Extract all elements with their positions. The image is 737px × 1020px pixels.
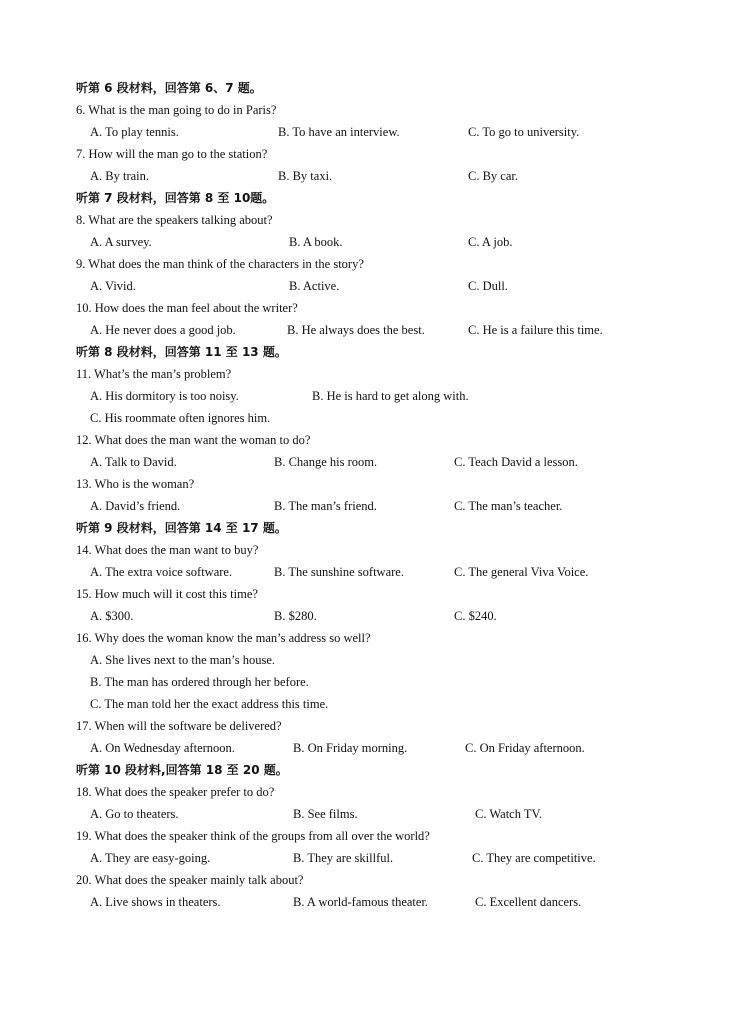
answer-option: C. By car. [468, 169, 518, 183]
answer-option: A. Talk to David. [90, 455, 177, 469]
answer-option: C. $240. [454, 609, 497, 623]
answer-option: B. A book. [289, 235, 343, 249]
section-heading: 听第 6 段材料，回答第 6、7 题。 [76, 81, 262, 95]
answer-option: A. They are easy-going. [90, 851, 211, 865]
answer-option: A. He never does a good job. [90, 323, 236, 337]
question-text: 14. What does the man want to buy? [76, 543, 259, 557]
question-text: 20. What does the speaker mainly talk about? [76, 873, 304, 887]
answer-option: C. The man told her the exact address this time. [90, 697, 329, 711]
answer-option: C. The general Viva Voice. [454, 565, 589, 579]
answer-option: A. A survey. [90, 235, 152, 249]
answer-option: C. The man’s teacher. [454, 499, 563, 513]
answer-option: C. They are competitive. [472, 851, 596, 865]
answer-option: C. His roommate often ignores him. [90, 411, 271, 425]
question-text: 8. What are the speakers talking about? [76, 213, 273, 227]
answer-option: A. Live shows in theaters. [90, 895, 221, 909]
answer-option: B. They are skillful. [293, 851, 394, 865]
answer-option: B. See films. [293, 807, 358, 821]
answer-option: B. Active. [289, 279, 340, 293]
answer-option: C. On Friday afternoon. [465, 741, 585, 755]
question-text: 15. How much will it cost this time? [76, 587, 258, 601]
answer-option: A. $300. [90, 609, 134, 623]
answer-option: C. Dull. [468, 279, 508, 293]
answer-option: A. She lives next to the man’s house. [90, 653, 276, 667]
question-text: 16. Why does the woman know the man’s address so well? [76, 631, 371, 645]
question-text: 17. When will the software be delivered? [76, 719, 282, 733]
question-text: 12. What does the man want the woman to do? [76, 433, 311, 447]
answer-option: B. He always does the best. [287, 323, 425, 337]
answer-option: A. Go to theaters. [90, 807, 179, 821]
question-text: 11. What’s the man’s problem? [76, 367, 232, 381]
answer-option: B. By taxi. [278, 169, 333, 183]
answer-option: A. To play tennis. [90, 125, 179, 139]
answer-option: B. To have an interview. [278, 125, 400, 139]
section-heading: 听第 8 段材料，回答第 11 至 13 题。 [76, 345, 287, 359]
answer-option: B. On Friday morning. [293, 741, 408, 755]
answer-option: B. Change his room. [274, 455, 378, 469]
answer-option: A. The extra voice software. [90, 565, 233, 579]
answer-option: B. The sunshine software. [274, 565, 404, 579]
answer-option: B. $280. [274, 609, 317, 623]
answer-option: C. Teach David a lesson. [454, 455, 578, 469]
section-heading: 听第 7 段材料，回答第 8 至 10题。 [76, 191, 275, 205]
answer-option: A. By train. [90, 169, 150, 183]
answer-option: C. Watch TV. [475, 807, 543, 821]
answer-option: B. The man has ordered through her before. [90, 675, 309, 689]
answer-option: B. A world-famous theater. [293, 895, 429, 909]
section-heading: 听第 9 段材料，回答第 14 至 17 题。 [76, 521, 287, 535]
question-text: 13. Who is the woman? [76, 477, 195, 491]
answer-option: A. His dormitory is too noisy. [90, 389, 239, 403]
answer-option: B. The man’s friend. [274, 499, 377, 513]
question-text: 9. What does the man think of the characters in the story? [76, 257, 364, 271]
answer-option: A. David’s friend. [90, 499, 181, 513]
answer-option: C. Excellent dancers. [475, 895, 582, 909]
section-heading: 听第 10 段材料,回答第 18 至 20 题。 [76, 763, 288, 777]
question-text: 7. How will the man go to the station? [76, 147, 268, 161]
question-text: 6. What is the man going to do in Paris? [76, 103, 277, 117]
question-text: 10. How does the man feel about the writer? [76, 301, 298, 315]
question-text: 19. What does the speaker think of the groups from all over the world? [76, 829, 430, 843]
answer-option: B. He is hard to get along with. [312, 389, 469, 403]
answer-option: A. On Wednesday afternoon. [90, 741, 235, 755]
question-text: 18. What does the speaker prefer to do? [76, 785, 275, 799]
answer-option: C. He is a failure this time. [468, 323, 603, 337]
answer-option: C. To go to university. [468, 125, 580, 139]
answer-option: C. A job. [468, 235, 513, 249]
answer-option: A. Vivid. [90, 279, 136, 293]
